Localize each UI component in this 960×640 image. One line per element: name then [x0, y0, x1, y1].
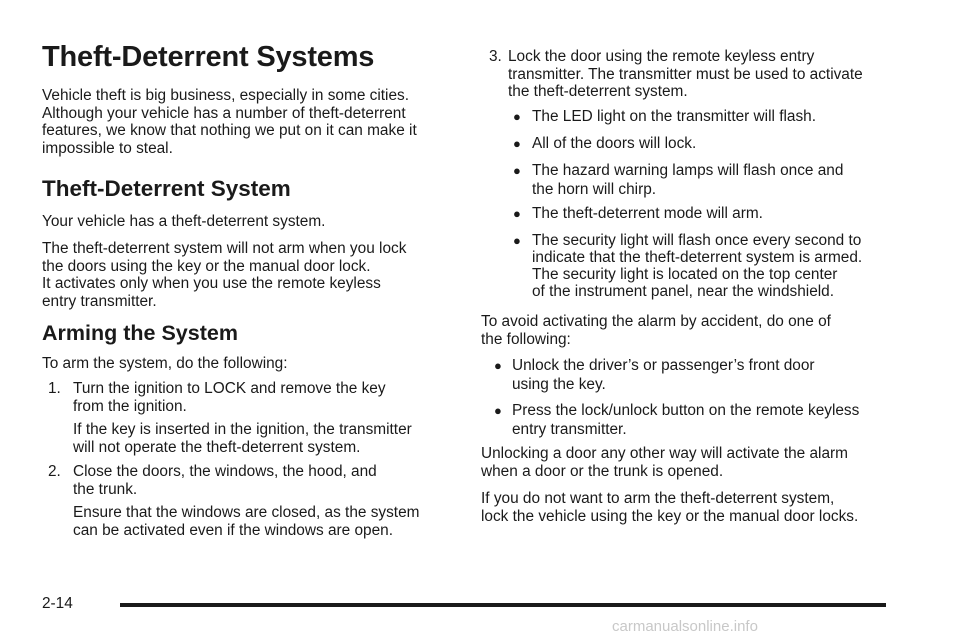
text-line: Turn the ignition to LOCK and remove the key [73, 380, 386, 397]
step-number: 2. [48, 463, 61, 480]
text-line: the doors using the key or the manual door lock. [42, 257, 371, 275]
text-line: The hazard warning lamps will flash once and [532, 162, 844, 179]
text-line: using the key. [512, 376, 606, 393]
step-number: 3. [489, 48, 502, 65]
text-line: Vehicle theft is big business, especially in some cities. [42, 87, 409, 104]
text-line: features, we know that nothing we put on it can make it [42, 122, 417, 140]
text-line: Press the lock/unlock button on the remote keyless [512, 402, 860, 419]
bullet-item [481, 135, 901, 153]
page-title: Theft-Deterrent Systems [42, 41, 375, 73]
text-line: The security light will flash once every second to [532, 232, 862, 249]
bullet-item [481, 356, 901, 394]
paragraph [481, 445, 901, 480]
text-line: when a door or the trunk is opened. [481, 462, 724, 480]
text-line: To avoid activating the alarm by accident, do one of [481, 313, 831, 330]
section-title: Theft-Deterrent System [42, 176, 291, 201]
bullet-item [481, 205, 901, 223]
paragraph [481, 490, 901, 525]
text-line: the horn will chirp. [532, 181, 657, 198]
text-line: Close the doors, the windows, the hood, and [73, 463, 377, 480]
text-line: Although your vehicle has a number of theft-deterrent [42, 104, 406, 122]
step-number: 1. [48, 380, 61, 397]
text-line: entry transmitter. [512, 421, 627, 438]
step-note [42, 504, 452, 539]
text-line: the theft-deterrent system. [508, 83, 688, 101]
text-line: indicate that the theft-deterrent system is armed. [532, 249, 863, 266]
subsection-title: Arming the System [42, 321, 238, 345]
text-line: The theft-deterrent mode will arm. [532, 205, 763, 222]
text-line: from the ignition. [73, 397, 187, 415]
bullet-icon: ● [513, 109, 521, 124]
bullet-item [481, 232, 901, 300]
text-line: the following: [481, 330, 571, 348]
text-line: lock the vehicle using the key or the manual door locks. [481, 507, 859, 525]
text-line: entry transmitter. [42, 292, 157, 310]
bullet-item [481, 401, 901, 439]
intro-paragraph [42, 87, 452, 157]
footer-rule [120, 603, 886, 607]
bullet-icon: ● [513, 233, 521, 248]
bullet-icon: ● [513, 163, 521, 178]
bullet-icon: ● [494, 403, 502, 418]
text-line: will not operate the theft-deterrent system. [73, 438, 361, 456]
paragraph: To arm the system, do the following: [42, 355, 288, 372]
paragraph [42, 240, 452, 310]
step-note [42, 421, 452, 456]
step-item [481, 48, 901, 101]
text-line: the trunk. [73, 480, 138, 498]
step-item [42, 463, 452, 498]
bullet-icon: ● [494, 358, 502, 373]
bullet-item [481, 108, 901, 126]
text-line: transmitter. The transmitter must be used to activate [508, 65, 863, 83]
text-line: If you do not want to arm the theft-deterrent system, [481, 490, 835, 507]
text-line: The security light is located on the top center [532, 266, 838, 283]
text-line: impossible to steal. [42, 139, 173, 157]
text-line: Lock the door using the remote keyless entry [508, 48, 815, 65]
bullet-icon: ● [513, 136, 521, 151]
text-line: of the instrument panel, near the windshield. [532, 283, 835, 300]
paragraph [481, 313, 901, 348]
bullet-item [481, 161, 901, 199]
text-line: Unlock the driver’s or passenger’s front door [512, 357, 815, 374]
text-line: If the key is inserted in the ignition, the transmitter [73, 421, 412, 438]
text-line: Unlocking a door any other way will activate the alarm [481, 445, 848, 462]
text-line: Ensure that the windows are closed, as the system [73, 504, 420, 521]
step-item [42, 380, 452, 415]
text-line: All of the doors will lock. [532, 135, 697, 152]
bullet-icon: ● [513, 206, 521, 221]
watermark: carmanualsonline.info [612, 618, 758, 635]
text-line: can be activated even if the windows are open. [73, 521, 393, 539]
page-number: 2-14 [42, 595, 73, 612]
text-line: The LED light on the transmitter will flash. [532, 108, 816, 125]
text-line: It activates only when you use the remote keyless [42, 275, 381, 293]
paragraph: Your vehicle has a theft-deterrent system. [42, 213, 326, 230]
text-line: The theft-deterrent system will not arm when you lock [42, 240, 407, 257]
